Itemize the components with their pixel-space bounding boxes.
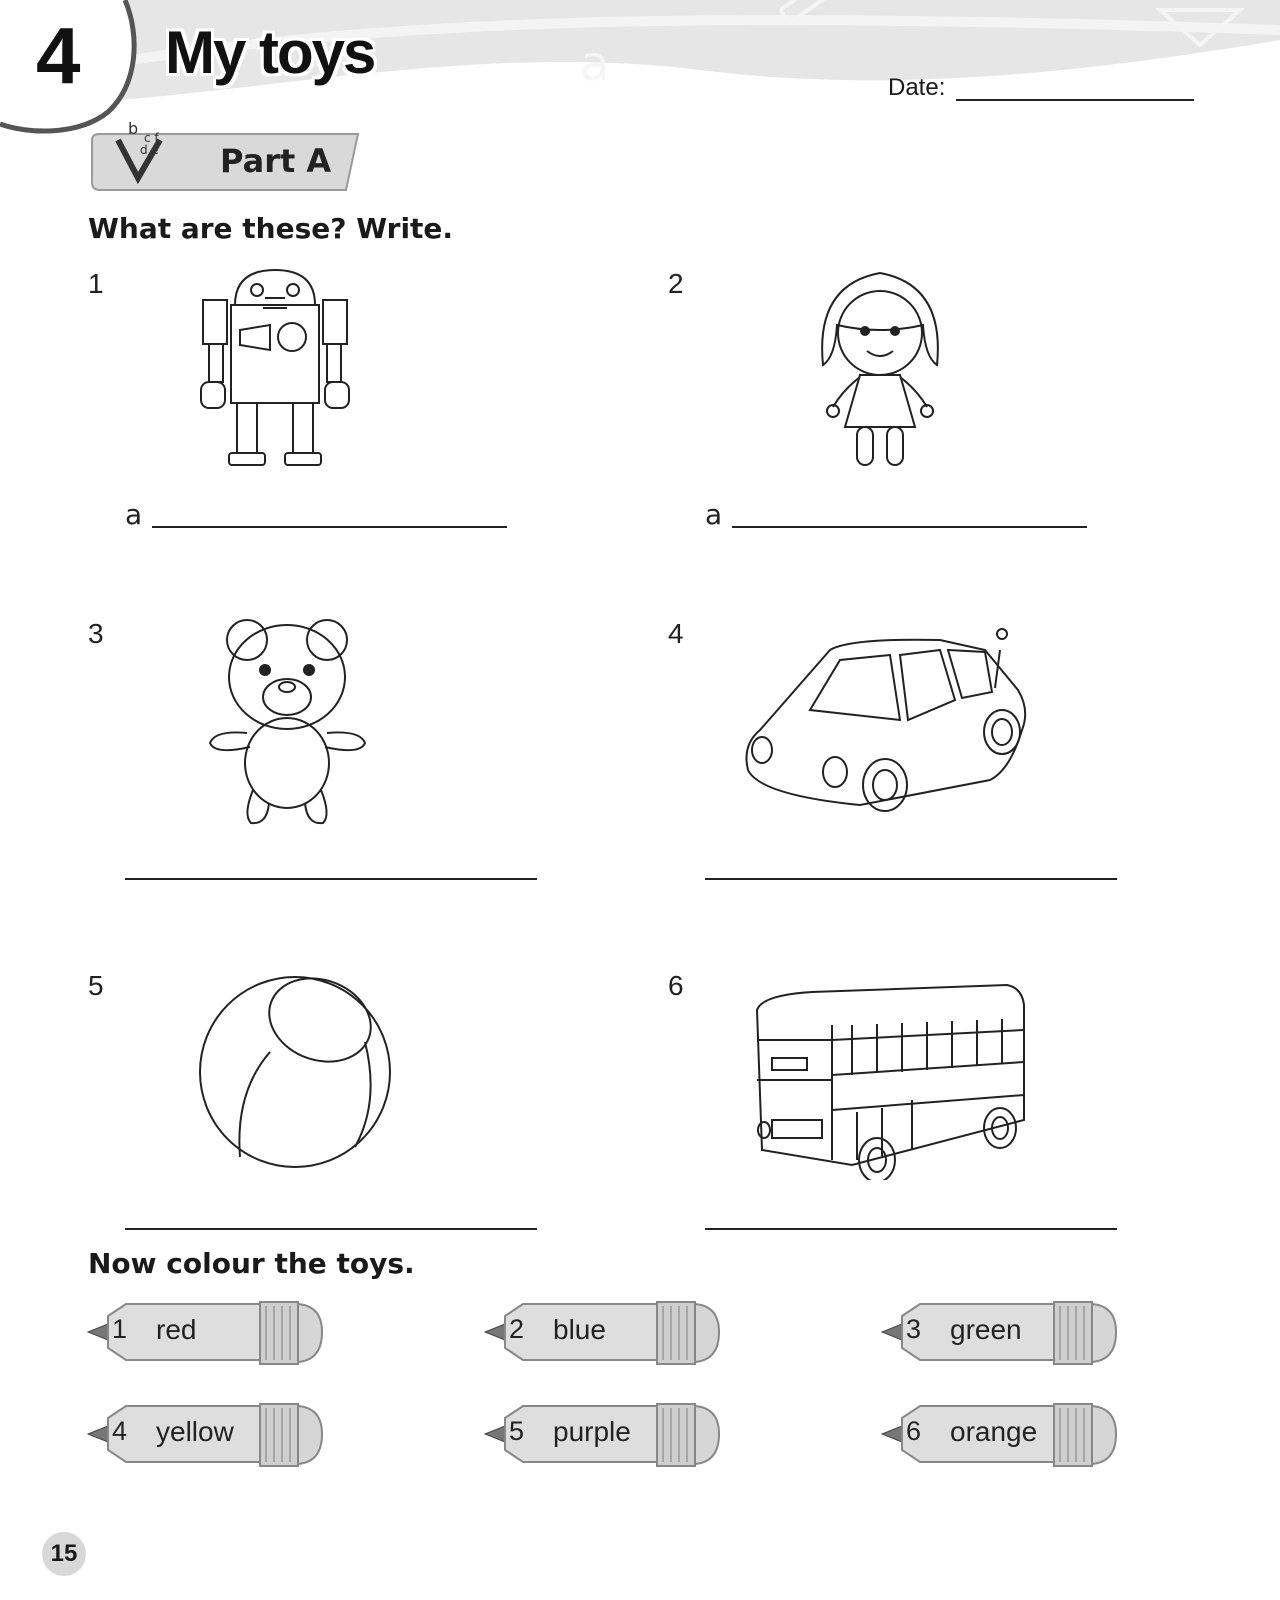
pencil-number: 6: [906, 1416, 922, 1446]
pencil-number: 1: [112, 1314, 128, 1344]
page-number: 15: [42, 1532, 86, 1576]
pencil-blue: [483, 1298, 723, 1368]
robot-icon: [195, 260, 355, 470]
pencil-purple: [483, 1400, 723, 1470]
svg-text:d e: d e: [140, 143, 159, 157]
car-icon: [740, 620, 1040, 830]
pencil-number: 2: [509, 1314, 525, 1344]
answer-line-6[interactable]: [705, 1228, 1117, 1230]
page-title: My toys: [165, 19, 375, 86]
teddy-bear-icon: [205, 615, 370, 835]
instruction-write: What are these? Write.: [88, 212, 454, 245]
item-number-6: 6: [668, 970, 684, 1001]
part-label: Part A: [220, 142, 332, 180]
svg-text:b: b: [128, 120, 139, 138]
pencil-color-label: orange: [950, 1416, 1038, 1447]
instruction-colour: Now colour the toys.: [88, 1247, 415, 1280]
pencil-number: 4: [112, 1416, 128, 1446]
answer-line-5[interactable]: [125, 1228, 537, 1230]
unit-number: 4: [36, 11, 81, 100]
answer-line-4[interactable]: [705, 878, 1117, 880]
answer-line-1[interactable]: [152, 526, 507, 528]
svg-text:c f: c f: [144, 131, 159, 145]
pencil-number: 5: [509, 1416, 525, 1446]
pencil-red: [86, 1298, 326, 1368]
item-number-4: 4: [668, 618, 684, 649]
answer-line-2[interactable]: [732, 526, 1087, 528]
pencil-color-label: blue: [553, 1314, 606, 1345]
item-number-1: 1: [88, 268, 104, 299]
pencil-color-label: red: [156, 1314, 197, 1345]
pencil-number: 3: [906, 1314, 922, 1344]
pencil-green: [880, 1298, 1120, 1368]
pencil-color-label: purple: [553, 1416, 631, 1447]
svg-text:a: a: [580, 36, 610, 92]
date-field[interactable]: [956, 99, 1194, 101]
article-a-2: a: [705, 498, 723, 531]
item-number-5: 5: [88, 970, 104, 1001]
doll-icon: [815, 265, 945, 475]
article-a-1: a: [125, 498, 143, 531]
pencil-color-label: green: [950, 1314, 1022, 1345]
answer-line-3[interactable]: [125, 878, 537, 880]
pencil-yellow: [86, 1400, 326, 1470]
item-number-2: 2: [668, 268, 684, 299]
ball-icon: [195, 972, 395, 1172]
item-number-3: 3: [88, 618, 104, 649]
bus-icon: [752, 980, 1032, 1180]
pencil-color-label: yellow: [156, 1416, 234, 1447]
pencil-orange: [880, 1400, 1120, 1470]
date-label: Date:: [888, 74, 946, 101]
